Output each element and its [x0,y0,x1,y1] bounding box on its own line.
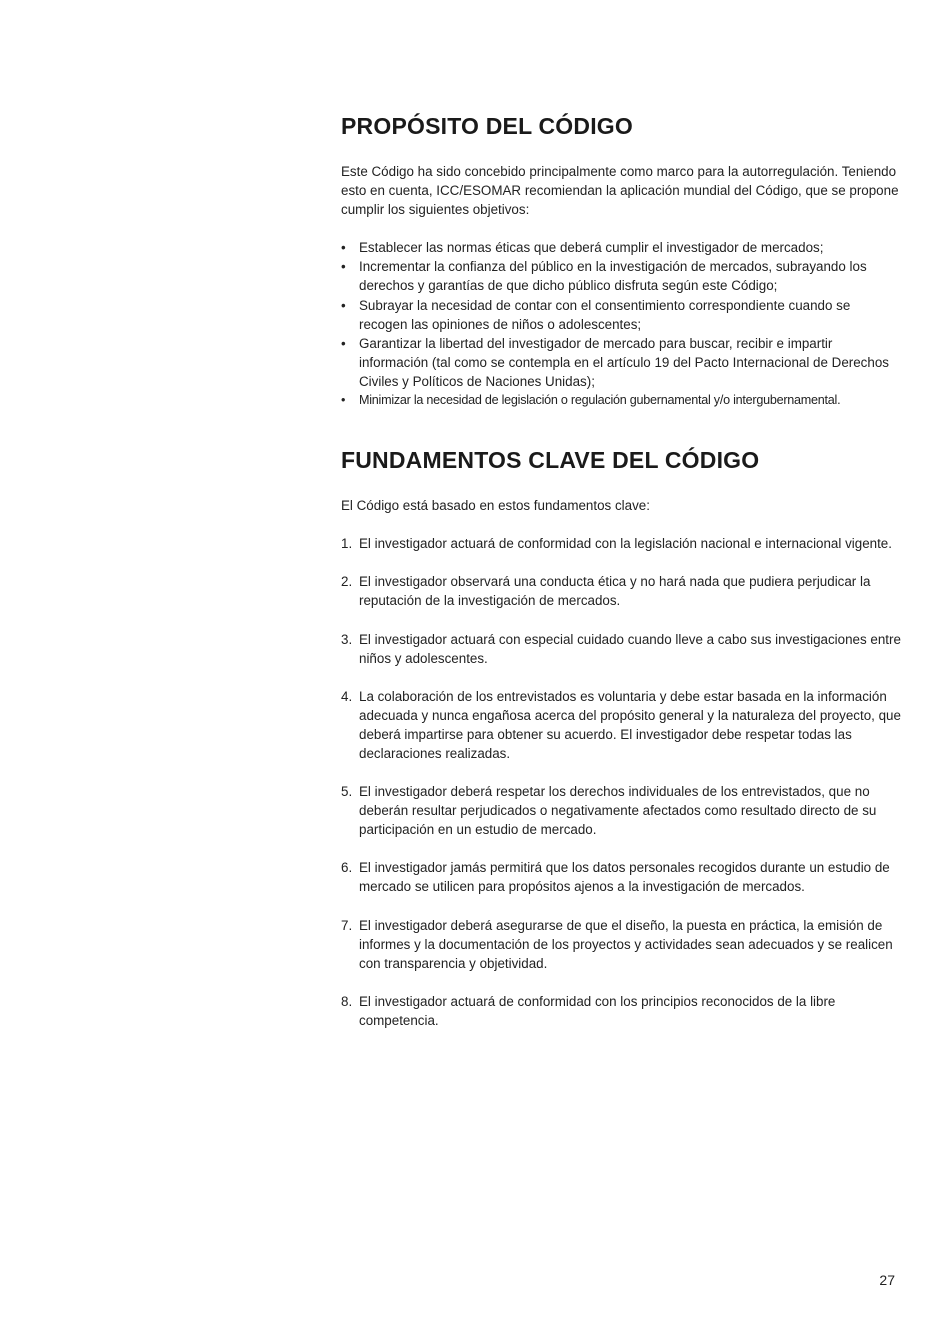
bullet-icon: • [341,297,346,313]
list-item [341,687,901,763]
objective-text: Subrayar la necesidad de contar con el consentimiento correspondiente cuando se recogen las opiniones de niños o adolescentes; [359,297,851,332]
objectives-list [341,238,901,410]
item-number: 6. [341,860,353,876]
list-item [341,391,901,410]
item-number: 4. [341,688,353,704]
item-text: El investigador actuará de conformidad con los principios reconocidos de la libre competencia. [359,993,836,1028]
list-item [341,534,901,553]
item-text: El investigador deberá respetar los derechos individuales de los entrevistados, que no deberán resultar perjudicados o negativamente afectados como resultado directo de su participación en un estudio de mercado. [359,784,877,838]
objective-text: Minimizar la necesidad de legislación o regulación gubernamental y/o intergubernamental. [359,393,841,408]
bullet-icon: • [341,335,346,351]
list-item [341,296,901,334]
item-number: 1. [341,536,353,552]
page-number: 27 [879,1272,895,1288]
fundamentals-intro: El Código está basado en estos fundamentos clave: [341,498,650,514]
item-text: El investigador observará una conducta ética y no hará nada que pudiera perjudicar la reputación de la investigación de mercados. [359,574,871,609]
list-item [341,334,901,391]
list-item [341,782,901,839]
item-number: 8. [341,993,353,1009]
item-number: 3. [341,631,353,647]
bullet-icon: • [341,393,346,408]
item-text: El investigador actuará de conformidad con la legislación nacional e internacional vigente. [359,536,892,552]
purpose-intro: Este Código ha sido concebido principalmente como marco para la autorregulación. Teniendo esto en cuenta, ICC/ESOMAR recomiendan la aplicación mundial del Código, que se propone cumplir los siguientes objetivos: [341,164,899,218]
objective-text: Incrementar la confianza del público en la investigación de mercados, subrayando los derechos y garantías de que dicho público disfruta según este Código; [359,259,867,294]
fundamentals-heading: FUNDAMENTOS CLAVE DEL CÓDIGO [341,447,760,474]
item-number: 2. [341,574,353,590]
item-text: El investigador jamás permitirá que los datos personales recogidos durante un estudio de mercado se utilicen para propósitos ajenos a la investigación de mercados. [359,860,890,895]
objective-text: Garantizar la libertad del investigador de mercado para buscar, recibir e impartir información (tal como se contempla en el artículo 19 del Pacto Internacional de Derechos Civiles y Políticos de Naciones Unidas); [359,335,889,389]
list-item [341,257,901,295]
objective-text: Establecer las normas éticas que deberá cumplir el investigador de mercados; [359,240,824,256]
fundamentals-list [341,534,901,1030]
item-text: El investigador deberá asegurarse de que el diseño, la puesta en práctica, la emisión de informes y la documentación de los proyectos y actividades sean adecuados y se realicen con transparencia y objetividad. [359,917,893,971]
list-item [341,992,901,1030]
list-item [341,238,901,257]
bullet-icon: • [341,240,346,256]
item-number: 5. [341,784,353,800]
list-item [341,858,901,896]
list-item [341,916,901,973]
item-text: El investigador actuará con especial cuidado cuando lleve a cabo sus investigaciones entre niños y adolescentes. [359,631,901,666]
list-item [341,572,901,610]
item-text: La colaboración de los entrevistados es voluntaria y debe estar basada en la información adecuada y nunca engañosa acerca del propósito general y la naturaleza del proyecto, que deberá impartirse para obtener su acuerdo. El investigador debe respetar todas las declaraciones realizadas. [359,688,901,761]
bullet-icon: • [341,259,346,275]
list-item [341,630,901,668]
item-number: 7. [341,917,353,933]
purpose-heading: PROPÓSITO DEL CÓDIGO [341,113,633,139]
page-content [341,110,901,1049]
